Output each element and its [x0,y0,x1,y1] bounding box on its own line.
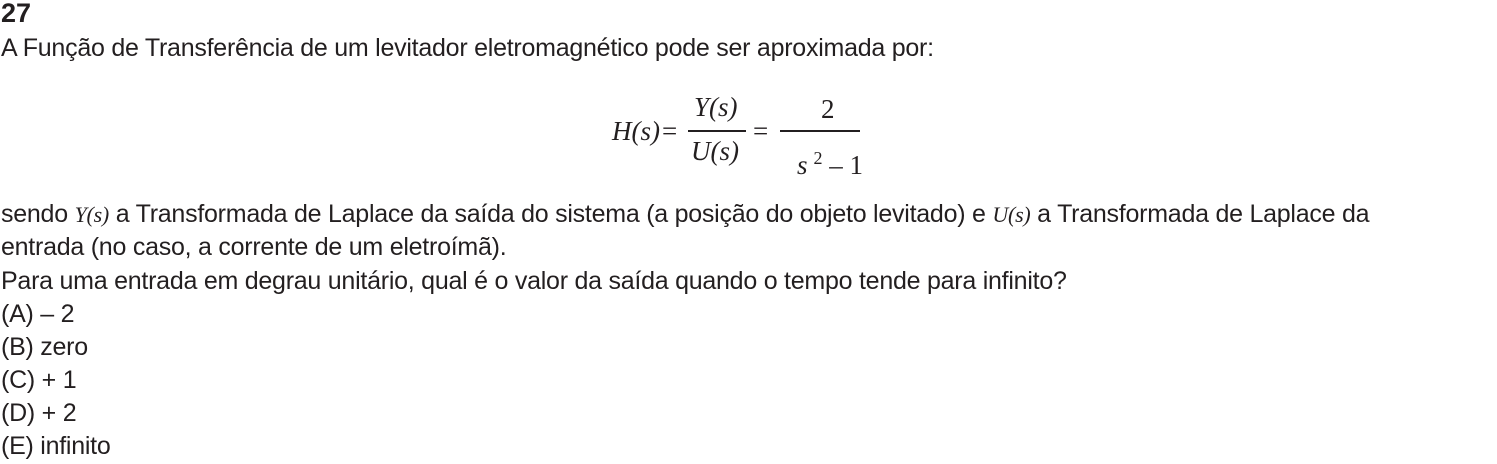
option-b[interactable]: (B) zero [1,333,88,361]
question-prompt: Para uma entrada em degrau unitário, qual é o valor da saída quando o tempo tende para infinito? [1,267,1067,295]
formula-equals-1: = [662,116,678,146]
formula-equals-2: = [753,116,769,146]
formula-numerator-y: Y(s) [694,92,738,122]
formula-denominator-u: U(s) [691,136,739,166]
question-body-line-1 [1,199,1369,230]
question-number: 27 [1,0,32,28]
formula-den-base: s [797,150,808,180]
question-body-line-2: entrada (no caso, a corrente de um eletroímã). [1,233,507,261]
body-text-1: sendo [1,200,75,228]
body-text-3: a Transformada de Laplace da [1030,200,1370,228]
option-c[interactable]: (C) + 1 [1,366,77,394]
option-a[interactable]: (A) – 2 [1,300,75,328]
formula-den-rest: – 1 [829,150,864,180]
body-text-2: a Transformada de Laplace da saída do sistema (a posição do objeto levitado) e [109,200,993,228]
fraction-bar-1 [688,130,746,132]
option-e[interactable]: (E) infinito [1,432,111,460]
formula-lhs: H(s) [612,116,660,146]
symbol-y-of-s: Y(s) [74,202,110,227]
question-intro: A Função de Transferência de um levitador eletromagnético pode ser aproximada por: [1,34,934,62]
formula-numerator-2: 2 [821,94,835,124]
fraction-bar-2 [780,130,860,132]
formula-denominator-2 [797,143,863,180]
transfer-function-formula [0,88,1497,180]
option-d[interactable]: (D) + 2 [1,399,77,427]
symbol-u-of-s: U(s) [992,202,1031,227]
formula-den-exponent: 2 [813,148,823,168]
